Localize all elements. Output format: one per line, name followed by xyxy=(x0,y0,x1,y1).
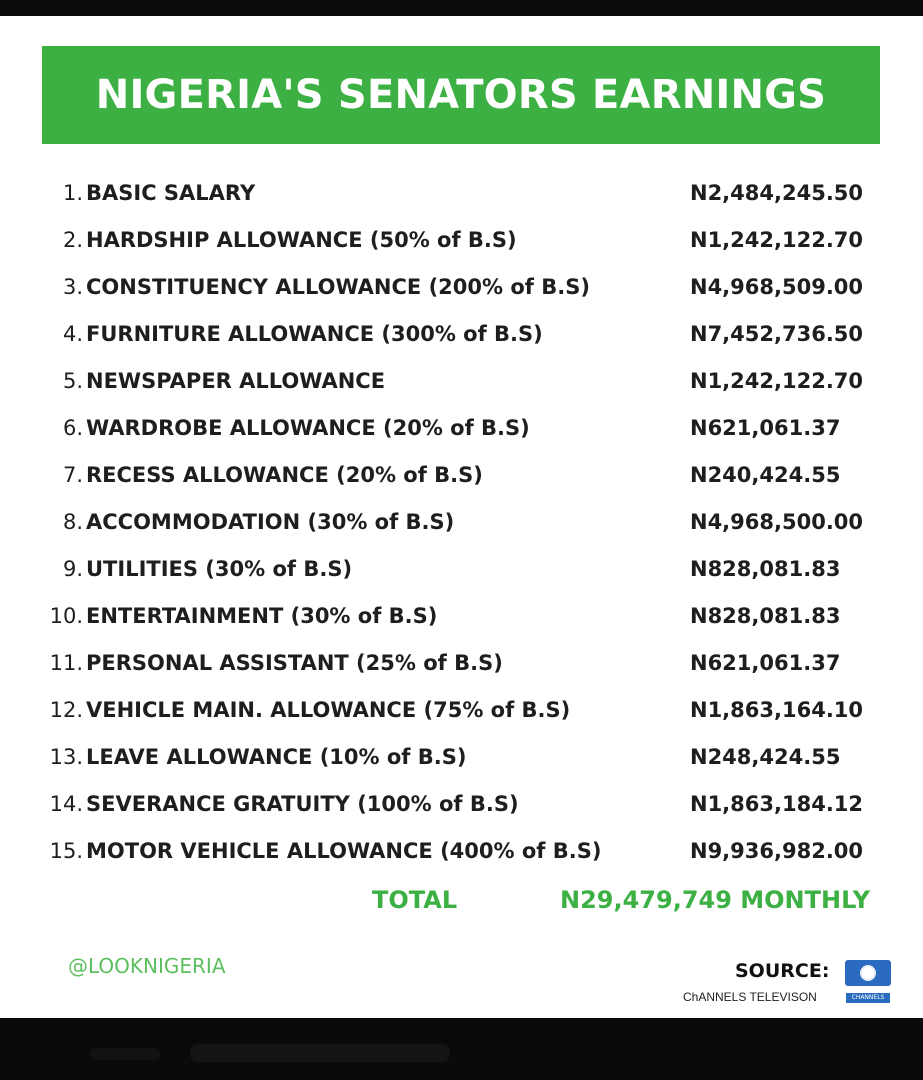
blurred-caption xyxy=(190,1044,450,1062)
row-number: 3. xyxy=(62,275,83,299)
row-number: 5. xyxy=(62,369,83,393)
channels-logo-text: CHANNELS xyxy=(846,993,890,1003)
row-amount: N828,081.83 xyxy=(690,604,841,628)
row-number: 7. xyxy=(62,463,83,487)
row-amount: N828,081.83 xyxy=(690,557,841,581)
source-label: SOURCE: xyxy=(735,960,830,982)
row-label: WARDROBE ALLOWANCE (20% of B.S) xyxy=(86,416,530,440)
row-amount: N1,242,122.70 xyxy=(690,228,864,252)
row-amount: N1,242,122.70 xyxy=(690,369,864,393)
channels-logo-icon xyxy=(845,960,891,986)
earning-row xyxy=(0,510,923,540)
row-number: 12. xyxy=(49,698,83,722)
row-label: RECESS ALLOWANCE (20% of B.S) xyxy=(86,463,483,487)
row-amount: N2,484,245.50 xyxy=(690,181,864,205)
earning-row xyxy=(0,839,923,869)
total-label: TOTAL xyxy=(372,886,458,914)
page-title: NIGERIA'S SENATORS EARNINGS xyxy=(95,72,827,118)
row-number: 14. xyxy=(49,792,83,816)
bottom-frame-bar xyxy=(0,1018,923,1080)
row-label: MOTOR VEHICLE ALLOWANCE (400% of B.S) xyxy=(86,839,602,863)
row-amount: N248,424.55 xyxy=(690,745,841,769)
earning-row xyxy=(0,745,923,775)
row-amount: N621,061.37 xyxy=(690,416,841,440)
row-label: ACCOMMODATION (30% of B.S) xyxy=(86,510,455,534)
earnings-card xyxy=(0,16,923,1018)
row-number: 15. xyxy=(49,839,83,863)
earning-row xyxy=(0,792,923,822)
title-banner xyxy=(42,46,880,144)
blurred-caption-left xyxy=(90,1048,160,1060)
row-amount: N4,968,509.00 xyxy=(690,275,864,299)
row-label: UTILITIES (30% of B.S) xyxy=(86,557,353,581)
row-number: 10. xyxy=(49,604,83,628)
row-number: 13. xyxy=(49,745,83,769)
row-amount: N240,424.55 xyxy=(690,463,841,487)
social-handle: @LOOKNIGERIA xyxy=(68,954,226,978)
earning-row xyxy=(0,369,923,399)
earning-row xyxy=(0,322,923,352)
row-label: SEVERANCE GRATUITY (100% of B.S) xyxy=(86,792,519,816)
row-number: 4. xyxy=(62,322,83,346)
row-label: CONSTITUENCY ALLOWANCE (200% of B.S) xyxy=(86,275,590,299)
row-amount: N621,061.37 xyxy=(690,651,841,675)
top-frame-bar xyxy=(0,0,923,16)
row-label: VEHICLE MAIN. ALLOWANCE (75% of B.S) xyxy=(86,698,571,722)
total-value: N29,479,749 MONTHLY xyxy=(560,886,871,914)
row-label: PERSONAL ASSISTANT (25% of B.S) xyxy=(86,651,503,675)
row-label: BASIC SALARY xyxy=(86,181,256,205)
row-number: 8. xyxy=(62,510,83,534)
logo-disk-icon xyxy=(860,965,876,981)
earning-row xyxy=(0,557,923,587)
row-amount: N7,452,736.50 xyxy=(690,322,864,346)
row-label: LEAVE ALLOWANCE (10% of B.S) xyxy=(86,745,467,769)
source-name: ChANNELS TELEVISON xyxy=(683,990,817,1004)
row-number: 1. xyxy=(62,181,83,205)
earning-row xyxy=(0,604,923,634)
row-amount: N4,968,500.00 xyxy=(690,510,864,534)
row-amount: N9,936,982.00 xyxy=(690,839,864,863)
row-number: 11. xyxy=(49,651,83,675)
row-number: 2. xyxy=(62,228,83,252)
earning-row xyxy=(0,228,923,258)
row-label: ENTERTAINMENT (30% of B.S) xyxy=(86,604,438,628)
row-number: 6. xyxy=(62,416,83,440)
earning-row xyxy=(0,463,923,493)
earning-row xyxy=(0,698,923,728)
earning-row xyxy=(0,181,923,211)
earning-row xyxy=(0,275,923,305)
earning-row xyxy=(0,651,923,681)
earning-row xyxy=(0,416,923,446)
row-amount: N1,863,184.12 xyxy=(690,792,864,816)
row-amount: N1,863,164.10 xyxy=(690,698,864,722)
row-label: FURNITURE ALLOWANCE (300% of B.S) xyxy=(86,322,543,346)
row-label: HARDSHIP ALLOWANCE (50% of B.S) xyxy=(86,228,517,252)
row-label: NEWSPAPER ALLOWANCE xyxy=(86,369,386,393)
row-number: 9. xyxy=(62,557,83,581)
